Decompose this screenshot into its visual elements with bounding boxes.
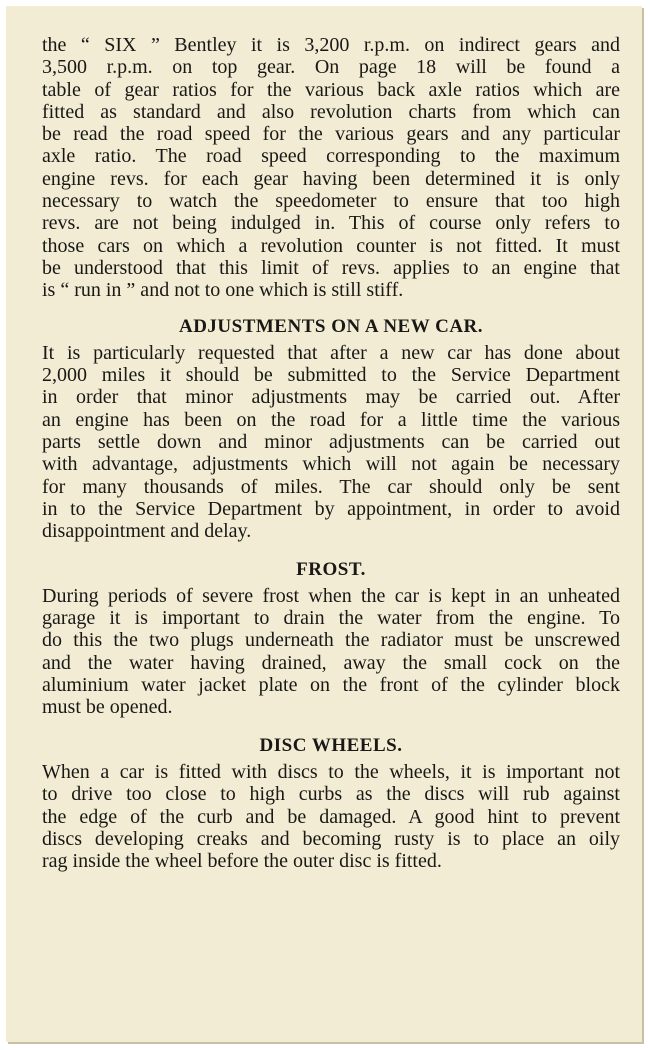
text-line: engine revs. for each gear having been determined it is only xyxy=(42,167,620,190)
text-line: disappointment and delay. xyxy=(42,520,252,543)
text-line: During periods of severe frost when the car is kept in an unheated xyxy=(42,584,620,607)
disc-wheels-paragraph xyxy=(42,761,620,872)
text-line: the edge of the curb and be damaged. A good hint to prevent xyxy=(42,805,620,828)
text-line: table of gear ratios for the various back axle ratios which are xyxy=(42,78,620,101)
text-line: to drive too close to high curbs as the discs will rub against xyxy=(42,783,620,806)
text-line: in to the Service Department by appointment, in order to avoid xyxy=(42,497,620,520)
text-line: 2,000 miles it should be submitted to the Service Department xyxy=(42,364,620,387)
text-line: be read the road speed for the various gears and any particular xyxy=(42,123,620,146)
text-line: those cars on which a revolution counter is not fitted. It must xyxy=(42,234,620,257)
text-line: in order that minor adjustments may be carried out. After xyxy=(42,386,620,409)
text-line: revs. are not being indulged in. This of course only refers to xyxy=(42,212,620,235)
text-line: the “ SIX ” Bentley it is 3,200 r.p.m. on indirect gears and xyxy=(42,34,620,56)
book-page xyxy=(6,6,642,1042)
frost-paragraph xyxy=(42,585,620,719)
text-line: be understood that this limit of revs. applies to an engine that xyxy=(42,256,620,279)
intro-paragraph xyxy=(42,34,620,302)
text-line: axle ratio. The road speed corresponding to the maximum xyxy=(42,145,620,168)
text-line: necessary to watch the speedometer to ensure that too high xyxy=(42,190,620,213)
text-line: discs developing creaks and becoming rusty is to place an oily xyxy=(42,827,620,850)
text-line: must be opened. xyxy=(42,696,173,719)
text-line: is “ run in ” and not to one which is still stiff. xyxy=(42,279,404,302)
text-line: with advantage, adjustments which will not again be necessary xyxy=(42,453,620,476)
text-line: 3,500 r.p.m. on top gear. On page 18 will be found a xyxy=(42,56,620,79)
adjustments-paragraph xyxy=(42,342,620,543)
text-line: an engine has been on the road for a little time the various xyxy=(42,408,620,431)
text-line: rag inside the wheel before the outer disc is fitted. xyxy=(42,850,442,873)
text-line: parts settle down and minor adjustments can be carried out xyxy=(42,431,620,454)
text-line: When a car is fitted with discs to the wheels, it is important not xyxy=(42,760,620,783)
text-line: aluminium water jacket plate on the front of the cylinder block xyxy=(42,674,620,697)
text-line: garage it is important to drain the water from the engine. To xyxy=(42,607,620,630)
text-line: and the water having drained, away the small cock on the xyxy=(42,651,620,674)
section-heading-disc-wheels: DISC WHEELS. xyxy=(259,734,403,756)
text-line: fitted as standard and also revolution charts from which can xyxy=(42,100,620,123)
text-line: It is particularly requested that after a new car has done about xyxy=(42,341,620,364)
section-heading-adjustments: ADJUSTMENTS ON A NEW CAR. xyxy=(178,315,484,337)
text-line: for many thousands of miles. The car should only be sent xyxy=(42,475,620,498)
section-heading-frost: FROST. xyxy=(296,558,366,580)
page-text xyxy=(42,34,620,872)
text-line: do this the two plugs underneath the radiator must be unscrewed xyxy=(42,629,620,652)
